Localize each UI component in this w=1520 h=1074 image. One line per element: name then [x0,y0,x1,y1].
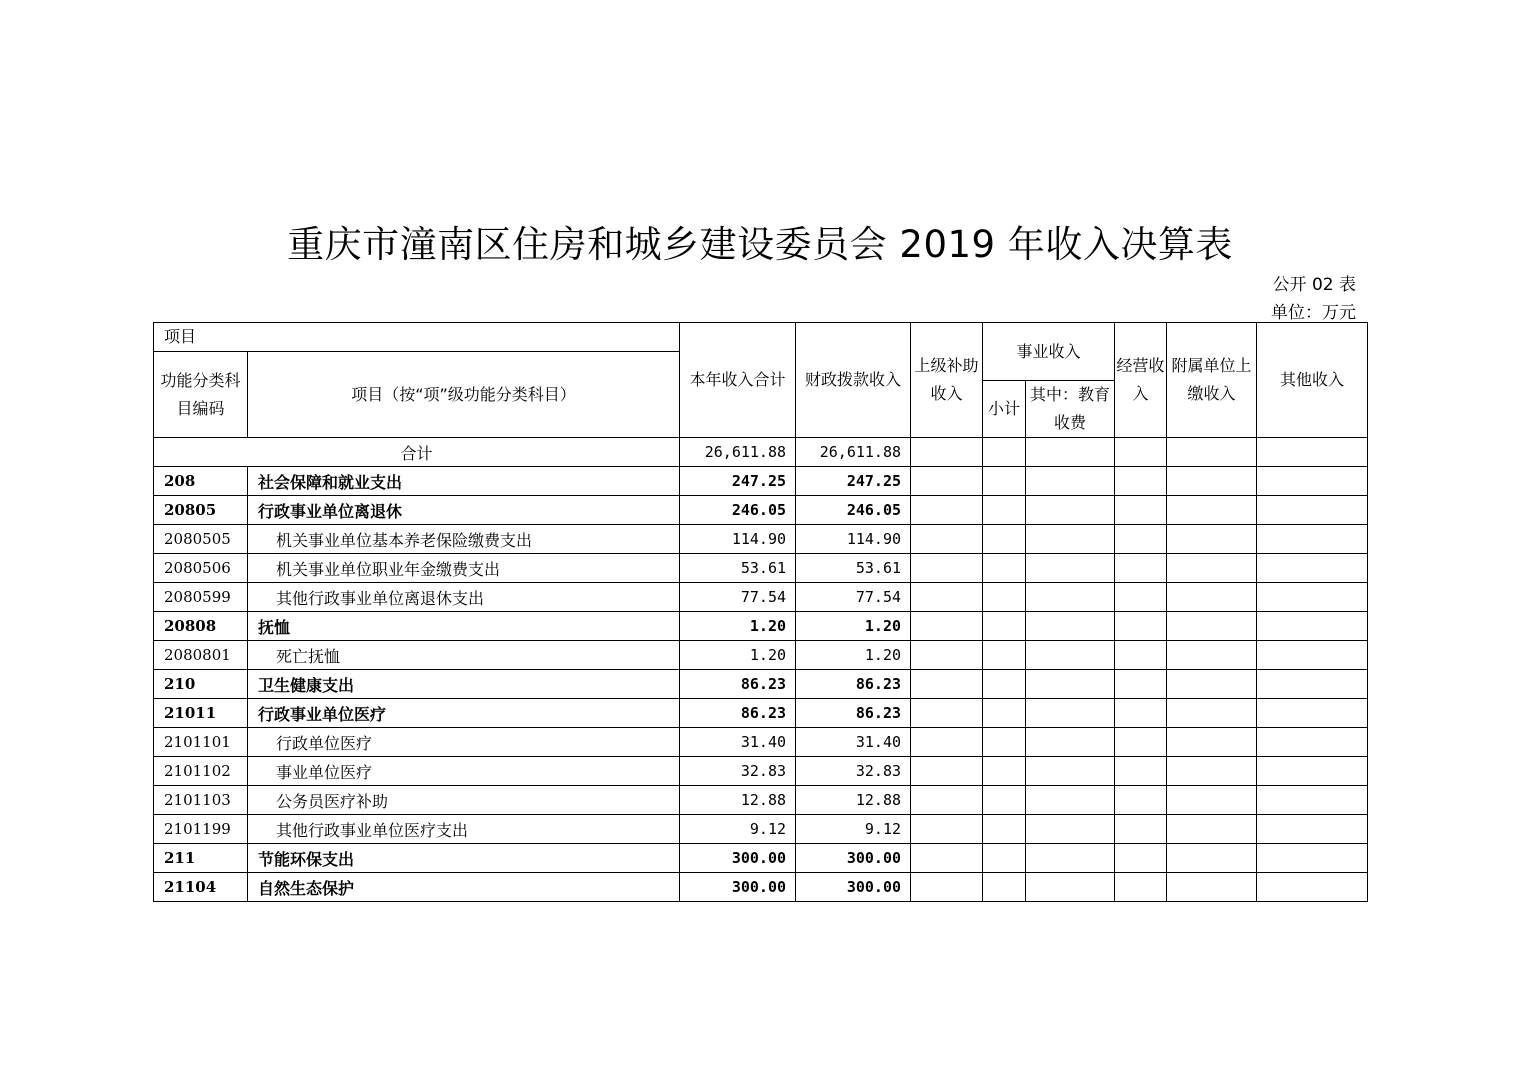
empty-cell [911,699,983,728]
table-row [154,612,1368,641]
empty-cell [1167,699,1257,728]
table-row [154,699,1368,728]
empty-cell [1167,612,1257,641]
row-fiscal: 86.23 [796,670,911,699]
row-name: 机关事业单位基本养老保险缴费支出 [248,525,680,554]
empty-cell [983,844,1026,873]
row-code: 20805 [154,496,248,525]
row-name: 节能环保支出 [248,844,680,873]
empty-cell [1167,757,1257,786]
header-total-income: 本年收入合计 [680,323,796,438]
empty-cell [911,844,983,873]
empty-cell [911,525,983,554]
header-affiliated: 附属单位上缴收入 [1167,323,1257,438]
page-title: 重庆市潼南区住房和城乡建设委员会 2019 年收入决算表 [287,223,1233,266]
row-code: 2080505 [154,525,248,554]
row-name: 机关事业单位职业年金缴费支出 [248,554,680,583]
row-name: 社会保障和就业支出 [248,467,680,496]
total-label: 合计 [154,438,680,467]
empty-cell [1115,438,1167,467]
empty-cell [983,815,1026,844]
row-fiscal: 9.12 [796,815,911,844]
total-row [154,438,1368,467]
total-income-value: 26,611.88 [680,438,796,467]
header-operating: 经营收入 [1115,323,1167,438]
row-total-income: 86.23 [680,670,796,699]
empty-cell [983,699,1026,728]
empty-cell [1257,873,1368,902]
row-code: 2101103 [154,786,248,815]
row-name: 行政事业单位离退休 [248,496,680,525]
empty-cell [911,583,983,612]
row-total-income: 114.90 [680,525,796,554]
empty-cell [1167,525,1257,554]
row-total-income: 300.00 [680,873,796,902]
empty-cell [983,757,1026,786]
row-name: 公务员医疗补助 [248,786,680,815]
empty-cell [1026,525,1115,554]
row-total-income: 12.88 [680,786,796,815]
table-row [154,467,1368,496]
empty-cell [1026,438,1115,467]
empty-cell [1167,873,1257,902]
row-total-income: 1.20 [680,641,796,670]
row-fiscal: 31.40 [796,728,911,757]
row-total-income: 32.83 [680,757,796,786]
empty-cell [983,583,1026,612]
empty-cell [1026,815,1115,844]
empty-cell [1026,844,1115,873]
empty-cell [1167,438,1257,467]
row-code: 2080506 [154,554,248,583]
row-total-income: 9.12 [680,815,796,844]
empty-cell [1167,496,1257,525]
empty-cell [1115,815,1167,844]
empty-cell [983,554,1026,583]
row-fiscal: 12.88 [796,786,911,815]
row-fiscal: 300.00 [796,873,911,902]
income-table [153,322,1368,902]
empty-cell [911,496,983,525]
empty-cell [1115,670,1167,699]
row-total-income: 31.40 [680,728,796,757]
empty-cell [911,873,983,902]
table-row [154,641,1368,670]
empty-cell [1115,786,1167,815]
empty-cell [1115,583,1167,612]
empty-cell [911,670,983,699]
row-name: 行政事业单位医疗 [248,699,680,728]
empty-cell [1026,467,1115,496]
row-fiscal: 53.61 [796,554,911,583]
row-name: 卫生健康支出 [248,670,680,699]
empty-cell [1167,641,1257,670]
empty-cell [1257,728,1368,757]
row-code: 210 [154,670,248,699]
row-total-income: 1.20 [680,612,796,641]
header-item-name: 项目（按“项”级功能分类科目） [248,352,680,438]
empty-cell [1257,757,1368,786]
table-row [154,873,1368,902]
total-fiscal-value: 26,611.88 [796,438,911,467]
empty-cell [1257,496,1368,525]
empty-cell [911,641,983,670]
empty-cell [1026,786,1115,815]
row-fiscal: 86.23 [796,699,911,728]
empty-cell [983,670,1026,699]
empty-cell [1026,728,1115,757]
empty-cell [983,641,1026,670]
row-name: 事业单位医疗 [248,757,680,786]
empty-cell [1115,496,1167,525]
empty-cell [1167,728,1257,757]
table-row [154,815,1368,844]
empty-cell [1115,699,1167,728]
empty-cell [983,525,1026,554]
empty-cell [1257,438,1368,467]
empty-cell [983,467,1026,496]
row-code: 2080599 [154,583,248,612]
row-code: 2101101 [154,728,248,757]
row-code: 2101102 [154,757,248,786]
table-row [154,757,1368,786]
table-code: 公开 02 表 [1272,275,1356,295]
row-fiscal: 77.54 [796,583,911,612]
empty-cell [1115,844,1167,873]
empty-cell [1257,786,1368,815]
header-fiscal: 财政拨款收入 [796,323,911,438]
row-name: 死亡抚恤 [248,641,680,670]
empty-cell [1026,612,1115,641]
empty-cell [1115,873,1167,902]
empty-cell [1115,525,1167,554]
empty-cell [1115,641,1167,670]
row-fiscal: 114.90 [796,525,911,554]
header-subtotal: 小计 [983,381,1026,438]
empty-cell [1257,815,1368,844]
empty-cell [911,815,983,844]
empty-cell [1115,554,1167,583]
table-row [154,525,1368,554]
empty-cell [1257,641,1368,670]
table-row [154,583,1368,612]
header-other: 其他收入 [1257,323,1368,438]
table-body [154,438,1368,902]
empty-cell [1257,699,1368,728]
empty-cell [1115,728,1167,757]
row-fiscal: 300.00 [796,844,911,873]
row-fiscal: 246.05 [796,496,911,525]
empty-cell [1257,583,1368,612]
row-total-income: 300.00 [680,844,796,873]
empty-cell [1257,467,1368,496]
empty-cell [1257,612,1368,641]
empty-cell [1167,670,1257,699]
row-name: 其他行政事业单位离退休支出 [248,583,680,612]
row-total-income: 77.54 [680,583,796,612]
empty-cell [1167,554,1257,583]
table-row [154,786,1368,815]
empty-cell [911,786,983,815]
empty-cell [1167,844,1257,873]
row-code: 2101199 [154,815,248,844]
row-name: 抚恤 [248,612,680,641]
row-code: 2080801 [154,641,248,670]
table-row [154,496,1368,525]
row-code: 21104 [154,873,248,902]
row-total-income: 86.23 [680,699,796,728]
empty-cell [983,612,1026,641]
empty-cell [911,757,983,786]
empty-cell [983,496,1026,525]
empty-cell [911,728,983,757]
empty-cell [1026,757,1115,786]
row-total-income: 246.05 [680,496,796,525]
empty-cell [983,438,1026,467]
header-func-code: 功能分类科目编码 [154,352,248,438]
row-code: 211 [154,844,248,873]
empty-cell [1026,873,1115,902]
row-name: 行政单位医疗 [248,728,680,757]
empty-cell [1026,554,1115,583]
empty-cell [1167,467,1257,496]
empty-cell [1026,583,1115,612]
header-edu-fee: 其中：教育收费 [1026,381,1115,438]
row-fiscal: 247.25 [796,467,911,496]
empty-cell [1257,525,1368,554]
row-total-income: 53.61 [680,554,796,583]
table-row [154,554,1368,583]
row-fiscal: 1.20 [796,641,911,670]
empty-cell [983,873,1026,902]
row-fiscal: 32.83 [796,757,911,786]
empty-cell [911,467,983,496]
empty-cell [911,554,983,583]
row-fiscal: 1.20 [796,612,911,641]
table-row [154,728,1368,757]
empty-cell [1115,612,1167,641]
empty-cell [1115,467,1167,496]
row-code: 21011 [154,699,248,728]
empty-cell [1026,496,1115,525]
row-code: 208 [154,467,248,496]
empty-cell [1257,844,1368,873]
row-total-income: 247.25 [680,467,796,496]
empty-cell [911,612,983,641]
table-row [154,844,1368,873]
row-name: 其他行政事业单位医疗支出 [248,815,680,844]
empty-cell [983,786,1026,815]
row-code: 20808 [154,612,248,641]
empty-cell [1026,641,1115,670]
row-name: 自然生态保护 [248,873,680,902]
table-row [154,670,1368,699]
empty-cell [983,728,1026,757]
empty-cell [1167,815,1257,844]
empty-cell [1026,670,1115,699]
header-superior: 上级补助收入 [911,323,983,438]
empty-cell [1115,757,1167,786]
unit-label: 单位：万元 [1271,303,1356,323]
header-project: 项目 [154,323,680,352]
empty-cell [1257,554,1368,583]
header-business: 事业收入 [983,323,1115,381]
empty-cell [1026,699,1115,728]
empty-cell [1167,583,1257,612]
empty-cell [911,438,983,467]
empty-cell [1167,786,1257,815]
empty-cell [1257,670,1368,699]
